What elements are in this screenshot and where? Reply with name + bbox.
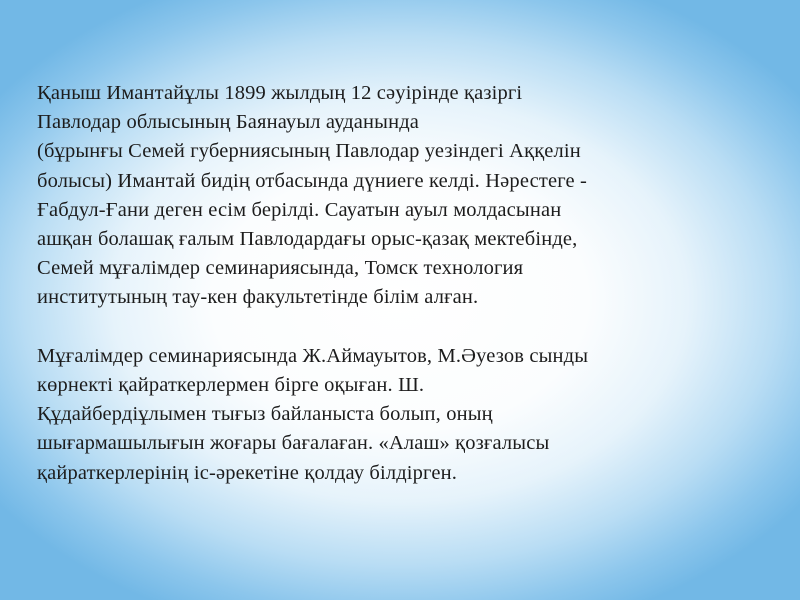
paragraph-1 [37, 79, 767, 313]
text-line: институтының тау-кен факультетінде білім алған. [37, 286, 479, 309]
text-line: Құдайбердіұлымен тығыз байланыста болып, оның [37, 403, 493, 426]
text-line: көрнекті қайраткерлермен бірге оқыған. Ш. [37, 374, 425, 397]
text-line: ашқан болашақ ғалым Павлодардағы орыс-қазақ мектебінде, [37, 228, 578, 251]
text-line: қайраткерлерінің іс-әрекетіне қолдау білдірген. [37, 461, 457, 484]
text-line: Павлодар облысының Баянауыл ауданында [37, 111, 420, 134]
text-line: болысы) Имантай бидің отбасында дүниеге келді. Нәрестеге - [37, 169, 587, 192]
text-block [37, 79, 767, 488]
text-line: Қаныш Имантайұлы 1899 жылдың 12 сәуірінде қазіргі [37, 82, 523, 104]
text-line: Семей мұғалімдер семинариясында, Томск технология [37, 257, 524, 280]
paragraph-2 [37, 342, 767, 488]
text-line: шығармашылығын жоғары бағалаған. «Алаш» қозғалысы [37, 432, 550, 455]
text-line: Ғабдул-Ғани деген есім берілді. Сауатын ауыл молдасынан [37, 198, 562, 221]
text-line: (бұрынғы Семей губерниясының Павлодар уезіндегі Аққелін [37, 140, 581, 163]
text-line: Мұғалімдер семинариясында Ж.Аймауытов, М.Әуезов сынды [37, 344, 589, 367]
paragraph-gap [37, 313, 767, 342]
